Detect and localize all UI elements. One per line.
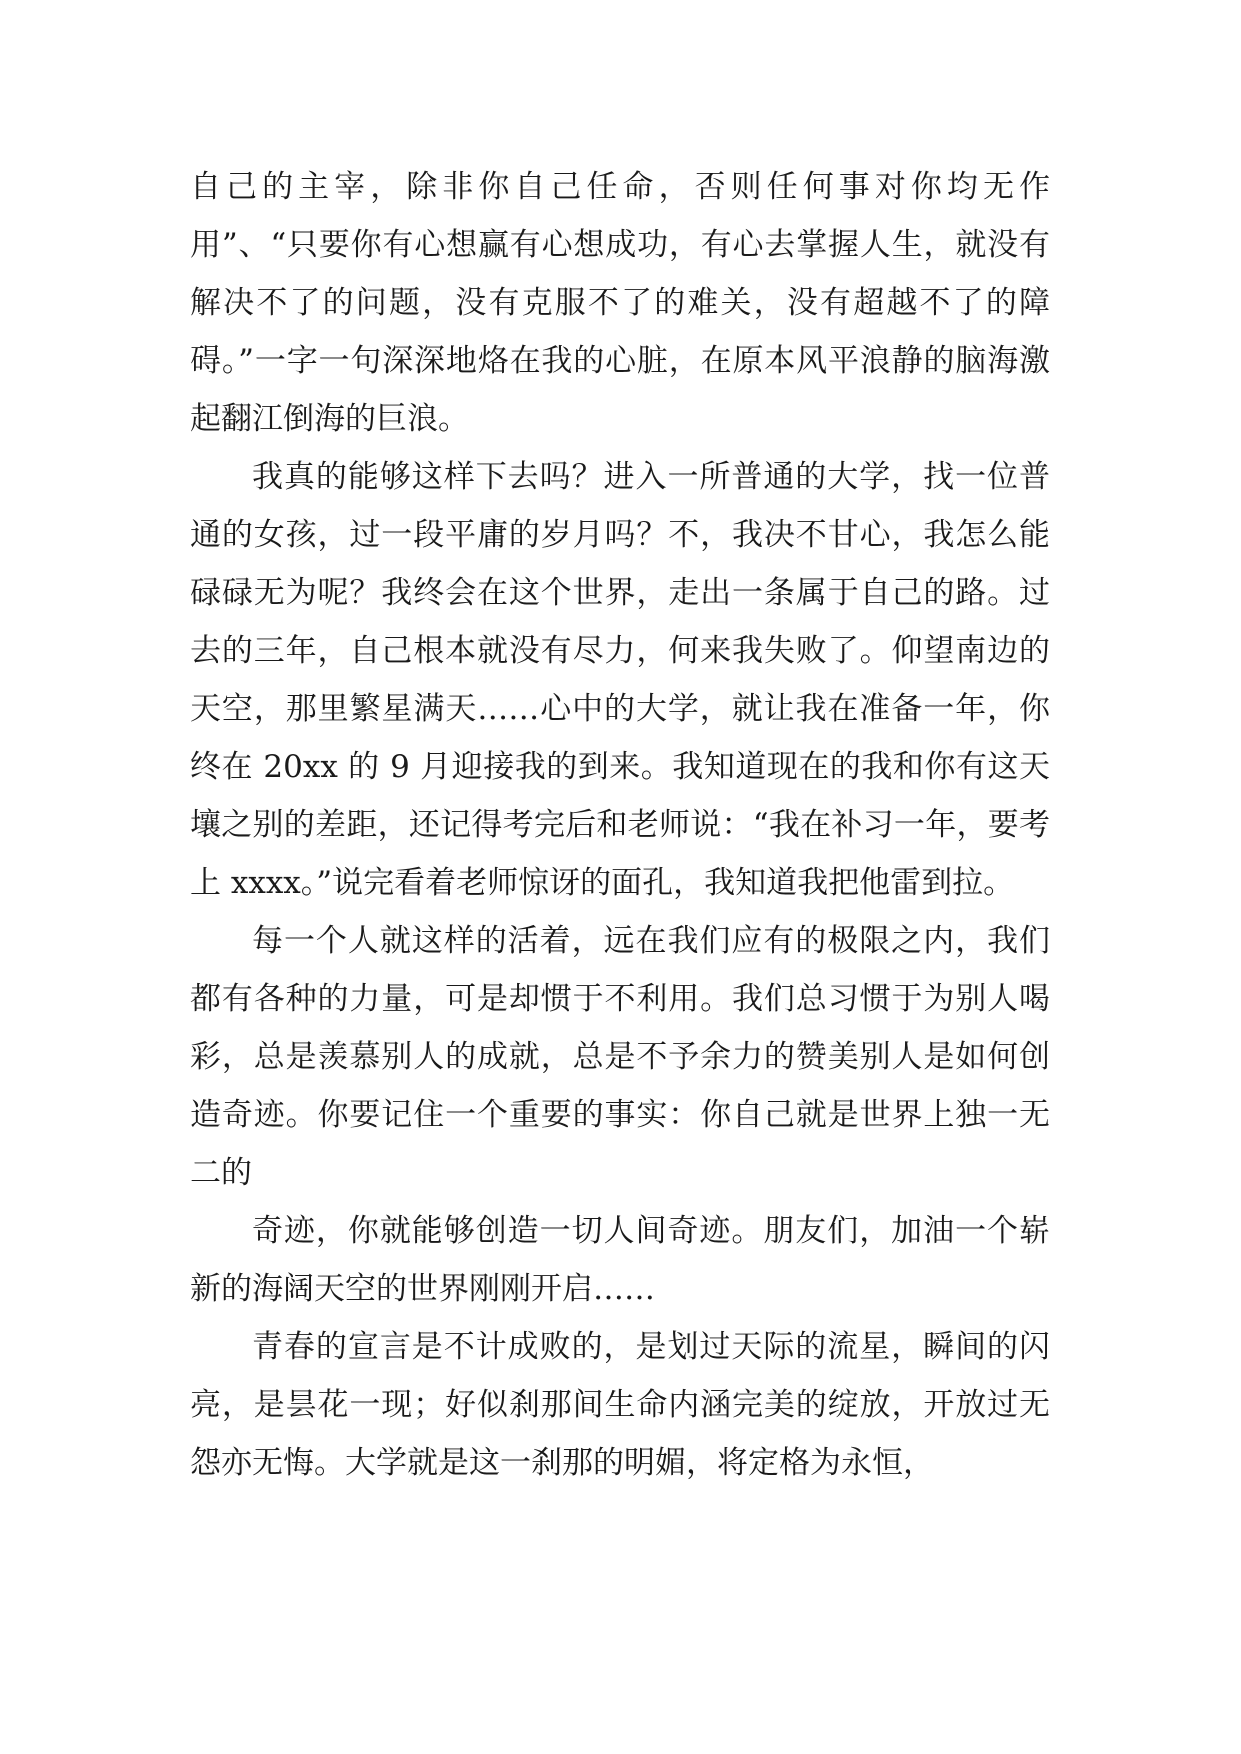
- paragraph-1: 自己的主宰，除非你自己任命，否则任何事对你均无作用”、“只要你有心想赢有心想成功，有心去掌握人生，就没有解决不了的问题，没有克服不了的难关，没有超越不了的障碍。”一字一句深深地烙在我的心脏，在原本风平浪静的脑海激起翻江倒海的巨浪。: [190, 169, 1050, 437]
- document-body: [190, 158, 1050, 1492]
- paragraph-2: 我真的能够这样下去吗？进入一所普通的大学，找一位普通的女孩，过一段平庸的岁月吗？不，我决不甘心，我怎么能碌碌无为呢？我终会在这个世界，走出一条属于自己的路。过去的三年，自己根本就没有尽力，何来我失败了。仰望南边的天空，那里繁星满天……心中的大学，就让我在准备一年，你终在 20xx 的 9 月迎接我的到来。我知道现在的我和你有这天壤之别的差距，还记得考完后和老师说：“我在补习一年，要考上 xxxx。”说完看着老师惊讶的面孔，我知道我把他雷到拉。: [190, 459, 1050, 901]
- paragraph-3: 每一个人就这样的活着，远在我们应有的极限之内，我们都有各种的力量，可是却惯于不利用。我们总习惯于为别人喝彩，总是羡慕别人的成就，总是不予余力的赞美别人是如何创造奇迹。你要记住一个重要的事实：你自己就是世界上独一无二的: [190, 923, 1050, 1191]
- paragraph-4: 奇迹，你就能够创造一切人间奇迹。朋友们，加油一个崭新的海阔天空的世界刚刚开启……: [190, 1213, 1050, 1307]
- paragraph-5: 青春的宣言是不计成败的，是划过天际的流星，瞬间的闪亮，是昙花一现；好似刹那间生命内涵完美的绽放，开放过无怨亦无悔。大学就是这一刹那的明媚，将定格为永恒，: [190, 1329, 1050, 1481]
